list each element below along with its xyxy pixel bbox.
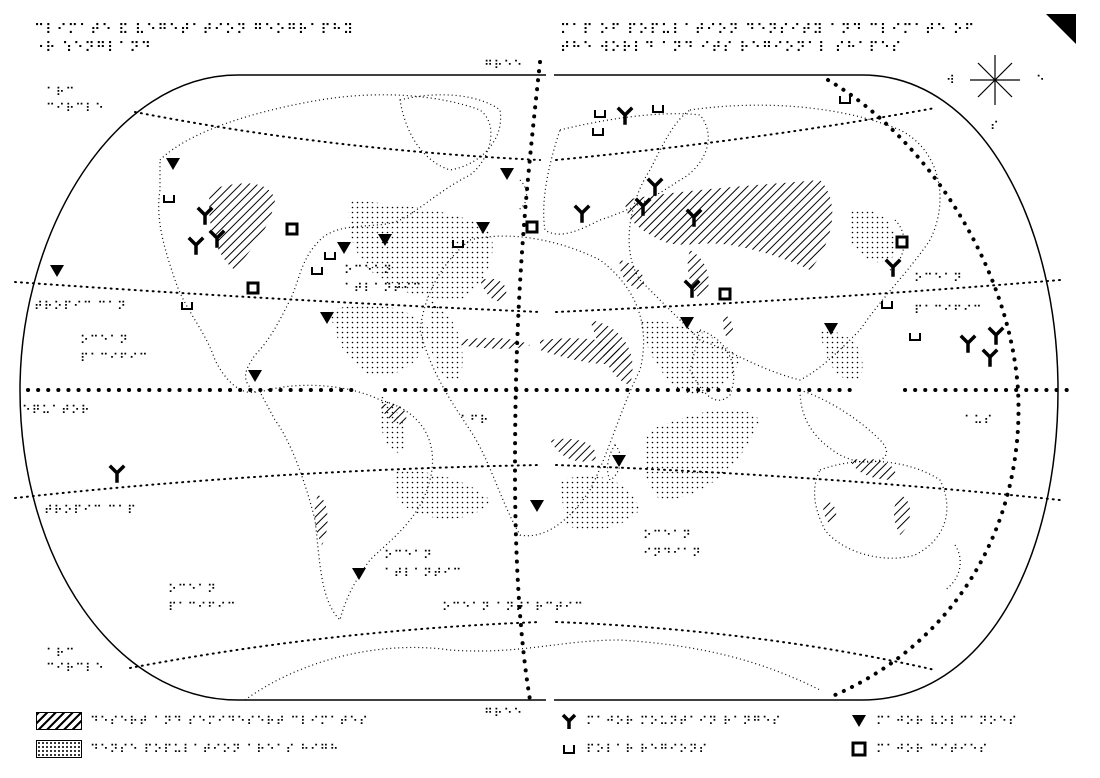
- label-atlantic-north-1: ⠕⠉⠑⠁⠝: [344, 263, 393, 277]
- polar-cup-icon: [560, 740, 578, 758]
- label-russia-region: [566, 86, 606, 102]
- corner-orientation-mark: [1046, 14, 1076, 44]
- legend-square: [850, 740, 989, 758]
- legend-trident: [560, 712, 782, 730]
- label-tropic-cancer: ⠞⠗⠕⠏⠊⠉ ⠉⠁⠝: [34, 299, 127, 313]
- label-arctic-bottom-1: ⠁⠗⠉: [46, 646, 76, 660]
- label-southern-ocean: ⠕⠉⠑⠁⠝ ⠁⠝⠞⠁⠗⠉⠞⠊⠉: [442, 600, 584, 614]
- legend-cup: [560, 740, 708, 758]
- meridian-lines: [515, 62, 1019, 700]
- label-tropic-capricorn: ⠞⠗⠕⠏⠊⠉ ⠉⠁⠏: [44, 503, 137, 517]
- label-pacific-east-1: ⠕⠉⠑⠁⠝: [914, 271, 963, 285]
- mountain-icon: [560, 712, 578, 730]
- label-equator: ⠑⠟⠥⠁⠞⠕⠗: [22, 403, 91, 417]
- label-pacific-east-2: ⠏⠁⠉⠊⠋⠊⠉: [914, 303, 983, 317]
- desert-areas: [209, 180, 910, 545]
- legend-hatched-label: ⠙⠑⠎⠑⠗⠞ ⠁⠝⠙ ⠎⠑⠍⠊⠙⠑⠎⠑⠗⠞ ⠉⠇⠊⠍⠁⠞⠑⠎: [90, 714, 369, 728]
- dot-swatch: [36, 740, 82, 758]
- label-indian-2: ⠊⠝⠙⠊⠁⠝: [643, 546, 702, 560]
- legend-triangle: [850, 712, 1018, 730]
- compass-south-label: ⠎: [990, 119, 1000, 133]
- label-atlantic-south-1: ⠕⠉⠑⠁⠝: [384, 548, 433, 562]
- label-zero-lat-right: ⠁⠥⠎: [964, 413, 994, 427]
- label-atlantic-north-2: ⠁⠞⠇⠁⠝⠞⠊⠉: [344, 281, 423, 295]
- label-pacific-west-2: ⠏⠁⠉⠊⠋⠊⠉: [80, 351, 149, 365]
- legend-trident-label: ⠍⠁⠚⠕⠗ ⠍⠕⠥⠝⠞⠁⠊⠝ ⠗⠁⠝⠛⠑⠎: [586, 714, 782, 728]
- hatch-swatch: [36, 712, 82, 730]
- legend-triangle-label: ⠍⠁⠚⠕⠗ ⠧⠕⠇⠉⠁⠝⠕⠑⠎: [876, 714, 1018, 728]
- label-pacific-south-2: ⠏⠁⠉⠊⠋⠊⠉: [168, 600, 237, 614]
- legend-hatched: [36, 712, 369, 730]
- title-right-line-1: ⠍⠁⠏ ⠕⠋ ⠏⠕⠏⠥⠇⠁⠞⠊⠕⠝ ⠙⠑⠝⠎⠊⠞⠽ ⠁⠝⠙ ⠉⠇⠊⠍⠁⠞⠑ ⠕⠋: [560, 22, 976, 38]
- label-arctic-top-1: ⠁⠗⠉: [46, 85, 76, 99]
- title-left-line-2: ⠐⠗ ⠱⠑⠝⠛⠇⠁⠝⠙: [34, 40, 152, 56]
- label-meridian-top: ⠛⠗⠑⠑: [484, 58, 524, 72]
- legend-square-label: ⠍⠁⠚⠕⠗ ⠉⠊⠞⠊⠑⠎: [876, 742, 989, 756]
- title-left-line-1: ⠉⠇⠊⠍⠁⠞⠑ ⠯ ⠧⠑⠛⠑⠞⠁⠞⠊⠕⠝ ⠛⠑⠕⠛⠗⠁⠏⠓⠽: [34, 22, 355, 38]
- title-right-line-2: ⠞⠓⠑ ⠺⠕⠗⠇⠙ ⠁⠝⠙ ⠊⠞⠎ ⠗⠑⠛⠊⠕⠝⠁⠇ ⠎⠓⠁⠏⠑⠎: [560, 40, 903, 56]
- label-arctic-top-2: ⠉⠊⠗⠉⠇⠑: [46, 101, 105, 115]
- legend-dotted: [36, 740, 339, 758]
- label-atlantic-south-2: ⠁⠞⠇⠁⠝⠞⠊⠉: [384, 566, 463, 580]
- compass-rose: [970, 55, 1020, 105]
- label-meridian-bottom: ⠛⠗⠑⠑: [484, 706, 524, 720]
- city-square-icon: [850, 740, 868, 758]
- legend-dotted-label: ⠙⠑⠝⠎⠑ ⠏⠕⠏⠥⠇⠁⠞⠊⠕⠝ ⠁⠗⠑⠁⠎ ⠓⠊⠛⠓: [90, 742, 340, 756]
- legend-cup-label: ⠏⠕⠇⠁⠗ ⠗⠑⠛⠊⠕⠝⠎: [586, 742, 709, 756]
- volcano-triangle-icon: [850, 712, 868, 730]
- label-zero-lat: ⠁⠋⠗: [460, 413, 490, 427]
- label-pacific-south-1: ⠕⠉⠑⠁⠝: [168, 582, 217, 596]
- label-indian-1: ⠕⠉⠑⠁⠝: [643, 528, 692, 542]
- compass-east-label: ⠑: [1036, 73, 1046, 87]
- label-arctic-bottom-2: ⠉⠊⠗⠉⠇⠑: [46, 661, 105, 675]
- label-pacific-west-1: ⠕⠉⠑⠁⠝: [80, 333, 129, 347]
- compass-west-label: ⠺: [946, 73, 956, 87]
